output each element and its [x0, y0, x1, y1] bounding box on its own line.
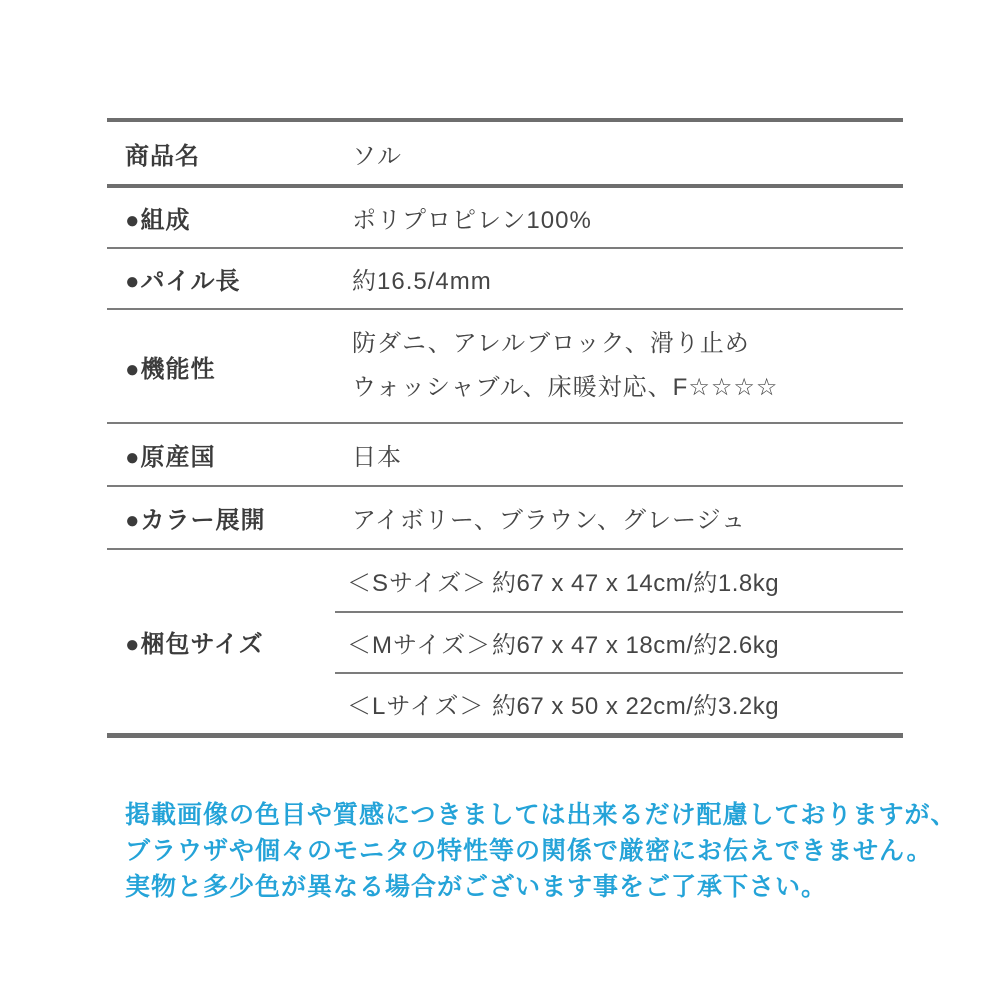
row-value-color-variations: アイボリー、ブラウン、グレージュ: [352, 507, 746, 534]
row-label-package-size: ●梱包サイズ: [125, 631, 264, 658]
row-value-country-of-origin: 日本: [352, 444, 402, 471]
table-row-pile-length: [107, 249, 903, 310]
row-label-pile-length: ●パイル長: [125, 268, 241, 295]
functionality-line-1: 防ダニ、アレルブロック、滑り止め: [352, 330, 750, 357]
table-row-composition: [107, 188, 903, 249]
size-name-s: ＜Sサイズ＞: [347, 570, 488, 597]
row-label-product-name: 商品名: [125, 142, 200, 170]
row-value-composition: ポリプロピレン100%: [352, 207, 592, 234]
table-row-color-variations: [107, 487, 903, 550]
table-row-country-of-origin: [107, 424, 903, 487]
table-row-package-size: [107, 550, 903, 733]
table-row-functionality: [107, 310, 903, 424]
size-dims-l: 約67 x 50 x 22cm/約3.2kg: [492, 693, 780, 720]
disclaimer-line-3: 実物と多少色が異なる場合がございます事をご了承下さい。: [125, 873, 828, 901]
functionality-line-2: ウォッシャブル、床暖対応、F☆☆☆☆: [352, 374, 779, 401]
row-value-product-name: ソル: [352, 142, 402, 170]
size-name-m: ＜Mサイズ＞: [347, 632, 492, 659]
size-row-s: [335, 550, 903, 611]
row-label-country-of-origin: ●原産国: [125, 444, 216, 471]
product-spec-table: [107, 118, 903, 738]
row-label-functionality: ●機能性: [125, 355, 216, 383]
size-row-l: [335, 672, 903, 733]
size-dims-s: 約67 x 47 x 14cm/約1.8kg: [492, 570, 780, 597]
row-label-composition: ●組成: [125, 207, 191, 234]
package-size-list: [335, 550, 903, 733]
row-value-pile-length: 約16.5/4mm: [352, 268, 492, 295]
row-value-functionality: [335, 322, 778, 410]
color-disclaimer-note: [125, 797, 957, 905]
disclaimer-line-2: ブラウザや個々のモニタの特性等の関係で厳密にお伝えできません。: [125, 837, 933, 865]
size-row-m: [335, 611, 903, 672]
table-row-product-name: [107, 122, 903, 188]
disclaimer-line-1: 掲載画像の色目や質感につきましては出来るだけ配慮しておりますが、: [125, 801, 957, 829]
size-dims-m: 約67 x 47 x 18cm/約2.6kg: [492, 632, 780, 659]
size-name-l: ＜Lサイズ＞: [347, 693, 485, 720]
row-label-color-variations: ●カラー展開: [125, 507, 266, 534]
